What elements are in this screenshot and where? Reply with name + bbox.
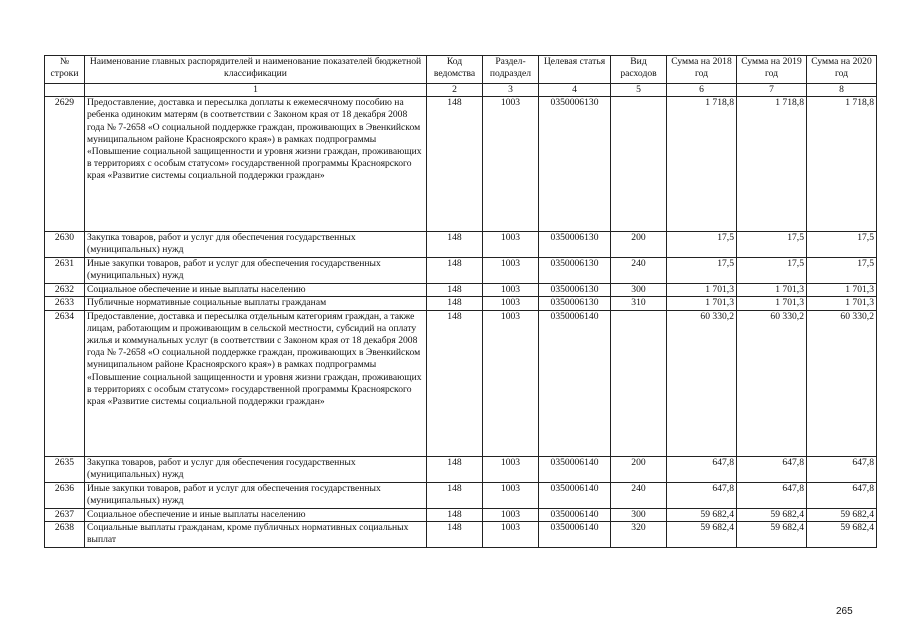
row-dept-code: 148 [427,521,483,547]
row-target: 0350006140 [539,508,611,521]
row-expense-type: 320 [611,521,667,547]
row-expense-type: 240 [611,482,667,508]
row-dept-code: 148 [427,232,483,258]
row-name: Закупка товаров, работ и услуг для обеспечения государственных (муниципальных) нужд [85,456,427,482]
table-row [45,258,877,284]
row-name: Социальные выплаты гражданам, кроме публичных нормативных социальных выплат [85,521,427,547]
row-section: 1003 [483,284,539,297]
row-target: 0350006130 [539,97,611,232]
row-target: 0350006140 [539,456,611,482]
row-dept-code: 148 [427,97,483,232]
col-number [45,84,85,97]
row-name: Предоставление, доставка и пересылка отдельным категориям граждан, а также лицам, работающим и проживающим в сельской местности, субсидий на оплату жилья и коммунальных услуг (в соответствии с Законом края от 18 декабря 2008 года № 7-2658 «О социальной поддержке граждан, проживающих в Эвенкийском муниципальном районе Красноярского края») в рамках подпрограммы «Повышение социальной защищенности и уровня жизни граждан, проживающих в территориях с особым статусом» государственной программы Красноярского края «Развитие системы социальной поддержки граждан» [85,310,427,456]
row-sum-2018: 59 682,4 [667,508,737,521]
row-number: 2630 [45,232,85,258]
header-row-no: № строки [45,56,85,84]
header-section: Раздел-подраздел [483,56,539,84]
row-sum-2018: 60 330,2 [667,310,737,456]
row-section: 1003 [483,456,539,482]
row-sum-2019: 17,5 [737,232,807,258]
row-dept-code: 148 [427,482,483,508]
row-section: 1003 [483,482,539,508]
row-dept-code: 148 [427,456,483,482]
row-sum-2020: 1 718,8 [807,97,877,232]
page-number: 265 [836,606,853,617]
col-number: 5 [611,84,667,97]
row-name: Публичные нормативные социальные выплаты гражданам [85,297,427,310]
row-sum-2018: 1 718,8 [667,97,737,232]
table-body [45,97,877,548]
row-dept-code: 148 [427,284,483,297]
row-dept-code: 148 [427,310,483,456]
header-expense-type: Вид расходов [611,56,667,84]
row-section: 1003 [483,258,539,284]
row-sum-2019: 647,8 [737,456,807,482]
row-sum-2019: 647,8 [737,482,807,508]
row-section: 1003 [483,232,539,258]
row-sum-2018: 1 701,3 [667,297,737,310]
row-sum-2019: 59 682,4 [737,508,807,521]
row-sum-2019: 60 330,2 [737,310,807,456]
row-sum-2018: 17,5 [667,232,737,258]
row-sum-2020: 1 701,3 [807,297,877,310]
col-number: 1 [85,84,427,97]
col-number: 8 [807,84,877,97]
table-row [45,508,877,521]
table-row [45,482,877,508]
row-expense-type: 200 [611,232,667,258]
row-name: Социальное обеспечение и иные выплаты населению [85,284,427,297]
row-sum-2020: 1 701,3 [807,284,877,297]
row-sum-2020: 647,8 [807,456,877,482]
row-expense-type: 300 [611,284,667,297]
table-row [45,284,877,297]
header-name: Наименование главных распорядителей и наименование показателей бюджетной классификации [85,56,427,84]
row-section: 1003 [483,97,539,232]
row-sum-2019: 1 701,3 [737,284,807,297]
row-target: 0350006140 [539,310,611,456]
row-expense-type: 310 [611,297,667,310]
row-section: 1003 [483,521,539,547]
row-number: 2634 [45,310,85,456]
row-target: 0350006130 [539,297,611,310]
row-number: 2635 [45,456,85,482]
col-number: 3 [483,84,539,97]
row-sum-2019: 59 682,4 [737,521,807,547]
row-number: 2629 [45,97,85,232]
header-target: Целевая статья [539,56,611,84]
row-dept-code: 148 [427,258,483,284]
row-sum-2020: 60 330,2 [807,310,877,456]
header-sum-2018: Сумма на 2018 год [667,56,737,84]
row-section: 1003 [483,310,539,456]
row-number: 2632 [45,284,85,297]
row-sum-2020: 17,5 [807,258,877,284]
row-sum-2018: 17,5 [667,258,737,284]
col-number: 4 [539,84,611,97]
header-dept-code: Код ведомства [427,56,483,84]
table-row [45,97,877,232]
row-number: 2631 [45,258,85,284]
row-section: 1003 [483,297,539,310]
row-expense-type: 300 [611,508,667,521]
row-sum-2018: 59 682,4 [667,521,737,547]
row-sum-2020: 647,8 [807,482,877,508]
row-sum-2019: 17,5 [737,258,807,284]
header-sum-2020: Сумма на 2020 год [807,56,877,84]
table-row [45,310,877,456]
table-row [45,456,877,482]
row-name: Закупка товаров, работ и услуг для обеспечения государственных (муниципальных) нужд [85,232,427,258]
row-dept-code: 148 [427,508,483,521]
row-target: 0350006140 [539,482,611,508]
row-name: Социальное обеспечение и иные выплаты населению [85,508,427,521]
row-expense-type: 240 [611,258,667,284]
row-sum-2019: 1 701,3 [737,297,807,310]
row-number: 2633 [45,297,85,310]
row-dept-code: 148 [427,297,483,310]
table-row [45,232,877,258]
row-sum-2019: 1 718,8 [737,97,807,232]
row-expense-type [611,97,667,232]
budget-table [44,55,877,548]
row-section: 1003 [483,508,539,521]
row-target: 0350006130 [539,232,611,258]
row-sum-2018: 647,8 [667,482,737,508]
row-sum-2020: 59 682,4 [807,508,877,521]
row-sum-2020: 17,5 [807,232,877,258]
row-target: 0350006140 [539,521,611,547]
row-sum-2018: 647,8 [667,456,737,482]
col-number: 7 [737,84,807,97]
row-number: 2636 [45,482,85,508]
header-sum-2019: Сумма на 2019 год [737,56,807,84]
row-target: 0350006130 [539,258,611,284]
row-name: Иные закупки товаров, работ и услуг для обеспечения государственных (муниципальных) нужд [85,482,427,508]
row-number: 2637 [45,508,85,521]
table-row [45,521,877,547]
table-header-row [45,56,877,84]
row-sum-2018: 1 701,3 [667,284,737,297]
row-number: 2638 [45,521,85,547]
row-target: 0350006130 [539,284,611,297]
column-number-row [45,84,877,97]
row-name: Иные закупки товаров, работ и услуг для обеспечения государственных (муниципальных) нужд [85,258,427,284]
row-expense-type: 200 [611,456,667,482]
row-expense-type [611,310,667,456]
table-row [45,297,877,310]
row-sum-2020: 59 682,4 [807,521,877,547]
col-number: 2 [427,84,483,97]
row-name: Предоставление, доставка и пересылка доплаты к ежемесячному пособию на ребенка одиноким матерям (в соответствии с Законом края от 18 декабря 2008 года № 7-2658 «О социальной поддержке граждан, проживающих в Эвенкийском муниципальном районе Красноярского края») в рамках подпрограммы «Повышение социальной защищенности и уровня жизни граждан, проживающих в территориях с особым статусом» государственной программы Красноярского края «Развитие системы социальной поддержки граждан» [85,97,427,232]
col-number: 6 [667,84,737,97]
